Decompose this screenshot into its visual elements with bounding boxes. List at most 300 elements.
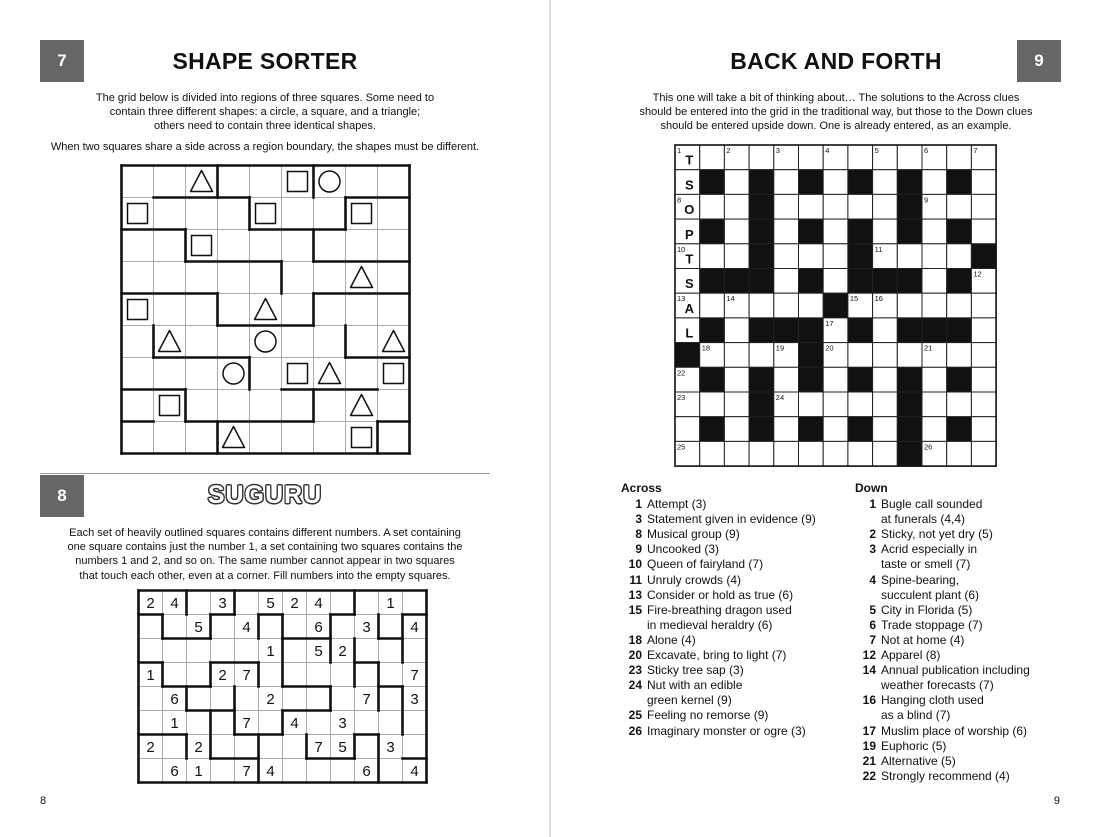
- suguru-cell[interactable]: [331, 759, 355, 783]
- crossword-cell[interactable]: [922, 244, 947, 269]
- black-square: [749, 417, 774, 442]
- suguru-cell[interactable]: [187, 663, 211, 687]
- crossword-cell[interactable]: [724, 417, 749, 442]
- suguru-cell[interactable]: [259, 711, 283, 735]
- suguru-grid[interactable]: [137, 589, 430, 785]
- crossword-cell[interactable]: [971, 318, 996, 343]
- suguru-given-number: 7: [314, 739, 323, 756]
- suguru-cell[interactable]: [163, 663, 187, 687]
- suguru-cell[interactable]: [139, 687, 163, 711]
- suguru-cell[interactable]: [379, 639, 403, 663]
- clue-item: [855, 663, 1095, 693]
- clue-item-text: Attempt (3): [647, 497, 707, 512]
- grid-cell[interactable]: [122, 358, 154, 390]
- suguru-cell[interactable]: [403, 735, 427, 759]
- crossword-cell[interactable]: [724, 392, 749, 417]
- suguru-given-number: 5: [194, 619, 203, 636]
- grid-cell[interactable]: [378, 262, 410, 294]
- suguru-cell[interactable]: [379, 663, 403, 687]
- suguru-cell[interactable]: [235, 735, 259, 759]
- suguru-cell[interactable]: [331, 663, 355, 687]
- crossword-cell[interactable]: [848, 194, 873, 219]
- crossword-cell[interactable]: [971, 219, 996, 244]
- grid-cell[interactable]: [282, 230, 314, 262]
- crossword-cell[interactable]: [823, 417, 848, 442]
- shape-sorter-title: SHAPE SORTER: [172, 48, 358, 74]
- grid-cell[interactable]: [186, 230, 218, 262]
- shape-sorter-rule: When two squares share a side across a region boundary, the shapes must be different.: [50, 140, 480, 153]
- grid-cell[interactable]: [122, 262, 154, 294]
- crossword-cell[interactable]: [873, 170, 898, 195]
- grid-cell[interactable]: [122, 198, 154, 230]
- suguru-given-number: 1: [266, 643, 275, 660]
- clue-item-text: Hanging cloth used as a blind (7): [881, 693, 984, 723]
- crossword-cell[interactable]: [774, 417, 799, 442]
- crossword-cell[interactable]: [947, 293, 972, 318]
- suguru-cell[interactable]: [331, 591, 355, 615]
- grid-cell[interactable]: [154, 358, 186, 390]
- crossword-cell[interactable]: [947, 194, 972, 219]
- crossword-cell[interactable]: [799, 145, 824, 170]
- grid-cell[interactable]: [314, 390, 346, 422]
- clue-number: 25: [677, 442, 686, 452]
- suguru-cell[interactable]: [379, 759, 403, 783]
- grid-cell[interactable]: [282, 422, 314, 454]
- crossword-cell[interactable]: [724, 244, 749, 269]
- grid-cell[interactable]: [378, 198, 410, 230]
- crossword-cell[interactable]: [947, 441, 972, 466]
- suguru-cell[interactable]: [355, 591, 379, 615]
- clue-item: [621, 573, 851, 588]
- suguru-cell[interactable]: [163, 735, 187, 759]
- left-page: [0, 0, 549, 837]
- crossword-cell[interactable]: [848, 392, 873, 417]
- suguru-cell[interactable]: [187, 639, 211, 663]
- black-square: [897, 318, 922, 343]
- black-square: [897, 417, 922, 442]
- grid-cell[interactable]: [250, 422, 282, 454]
- grid-cell[interactable]: [378, 166, 410, 198]
- black-square: [848, 367, 873, 392]
- grid-cell[interactable]: [218, 166, 250, 198]
- suguru-cell[interactable]: [307, 711, 331, 735]
- crossword-cell[interactable]: [848, 145, 873, 170]
- black-square: [823, 293, 848, 318]
- crossword-cell[interactable]: [774, 293, 799, 318]
- crossword-cell[interactable]: [724, 318, 749, 343]
- grid-cell[interactable]: [218, 230, 250, 262]
- grid-cell[interactable]: [378, 390, 410, 422]
- suguru-cell[interactable]: [403, 711, 427, 735]
- suguru-cell[interactable]: [379, 687, 403, 711]
- crossword-cell[interactable]: [774, 194, 799, 219]
- page-number: 8: [40, 795, 47, 807]
- suguru-cell[interactable]: [283, 663, 307, 687]
- grid-cell[interactable]: [154, 294, 186, 326]
- clue-item-number: 23: [628, 663, 642, 678]
- grid-cell[interactable]: [218, 294, 250, 326]
- crossword-cell[interactable]: [724, 219, 749, 244]
- suguru-cell[interactable]: [187, 591, 211, 615]
- black-square: [971, 244, 996, 269]
- clue-item-text: Muslim place of worship (6): [881, 723, 1028, 738]
- clue-item-number: 14: [862, 663, 876, 678]
- black-square: [700, 170, 725, 195]
- suguru-given-number: 1: [194, 763, 203, 780]
- entered-letter: O: [684, 202, 695, 218]
- grid-cell[interactable]: [314, 198, 346, 230]
- grid-cell[interactable]: [282, 262, 314, 294]
- crossword-cell[interactable]: [749, 293, 774, 318]
- suguru-cell[interactable]: [259, 663, 283, 687]
- intro-line: one square contains just the number 1, a set containing two squares contains the: [67, 541, 463, 554]
- suguru-cell[interactable]: [355, 639, 379, 663]
- grid-cell[interactable]: [378, 230, 410, 262]
- crossword-cell[interactable]: [724, 441, 749, 466]
- clue-item-number: 26: [628, 723, 642, 738]
- black-square: [749, 318, 774, 343]
- suguru-cell[interactable]: [283, 639, 307, 663]
- grid-cell[interactable]: [154, 422, 186, 454]
- crossword-cell[interactable]: [774, 367, 799, 392]
- grid-cell[interactable]: [154, 198, 186, 230]
- clue-item-text: Alone (4): [647, 632, 696, 647]
- clue-item: [855, 769, 1095, 784]
- suguru-cell[interactable]: [139, 759, 163, 783]
- suguru-cell[interactable]: [307, 687, 331, 711]
- crossword-cell[interactable]: [823, 244, 848, 269]
- suguru-given-number: 4: [170, 595, 179, 612]
- grid-cell[interactable]: [250, 198, 282, 230]
- crossword-cell[interactable]: [873, 219, 898, 244]
- crossword-cell[interactable]: [947, 145, 972, 170]
- suguru-given-number: 6: [170, 691, 179, 708]
- crossword-cell[interactable]: [897, 145, 922, 170]
- grid-cell[interactable]: [314, 294, 346, 326]
- suguru-given-number: 4: [410, 763, 419, 780]
- crossword-cell[interactable]: [848, 343, 873, 368]
- clue-item: [855, 618, 1095, 633]
- clue-item: [855, 724, 1095, 739]
- grid-cell[interactable]: [314, 326, 346, 358]
- clue-item-text: Musical group (9): [647, 527, 740, 542]
- crossword-cell[interactable]: [922, 367, 947, 392]
- clue-item: [621, 633, 851, 648]
- suguru-cell[interactable]: [379, 615, 403, 639]
- black-square: [947, 318, 972, 343]
- grid-cell[interactable]: [154, 166, 186, 198]
- grid-cell[interactable]: [282, 294, 314, 326]
- crossword-cell[interactable]: [971, 417, 996, 442]
- suguru-cell[interactable]: [211, 639, 235, 663]
- crossword-cell[interactable]: [848, 441, 873, 466]
- suguru-cell[interactable]: [259, 615, 283, 639]
- clue-item-number: 25: [628, 708, 642, 723]
- grid-cell[interactable]: [250, 390, 282, 422]
- crossword-cell[interactable]: [873, 194, 898, 219]
- intro-line: Each set of heavily outlined squares contains different numbers. A set containing: [69, 527, 461, 539]
- suguru-cell[interactable]: [139, 639, 163, 663]
- grid-cell[interactable]: [154, 390, 186, 422]
- suguru-cell[interactable]: [211, 687, 235, 711]
- grid-cell[interactable]: [218, 198, 250, 230]
- suguru-cell[interactable]: [283, 735, 307, 759]
- suguru-cell[interactable]: [235, 639, 259, 663]
- crossword-cell[interactable]: [873, 417, 898, 442]
- crossword-cell[interactable]: [799, 441, 824, 466]
- intro-line: should be entered upside down. One is already entered, as an example.: [660, 120, 1012, 133]
- crossword-cell[interactable]: [700, 194, 725, 219]
- grid-cell[interactable]: [122, 166, 154, 198]
- suguru-cell[interactable]: [283, 759, 307, 783]
- grid-cell[interactable]: [314, 262, 346, 294]
- grid-cell[interactable]: [378, 294, 410, 326]
- suguru-cell[interactable]: [331, 615, 355, 639]
- clue-number: 10: [677, 244, 686, 254]
- suguru-cell[interactable]: [163, 639, 187, 663]
- suguru-cell[interactable]: [403, 639, 427, 663]
- black-square: [848, 318, 873, 343]
- page-number: 9: [1053, 795, 1060, 807]
- grid-cell[interactable]: [122, 326, 154, 358]
- suguru-cell[interactable]: [403, 591, 427, 615]
- grid-cell[interactable]: [218, 262, 250, 294]
- grid-cell[interactable]: [218, 326, 250, 358]
- clue-item: [621, 603, 851, 633]
- grid-cell[interactable]: [378, 422, 410, 454]
- crossword-cell[interactable]: [700, 441, 725, 466]
- suguru-cell[interactable]: [139, 711, 163, 735]
- crossword-cell[interactable]: [675, 417, 700, 442]
- suguru-cell[interactable]: [187, 711, 211, 735]
- grid-cell[interactable]: [122, 422, 154, 454]
- crossword-cell[interactable]: [873, 343, 898, 368]
- grid-cell[interactable]: [186, 390, 218, 422]
- suguru-cell[interactable]: [307, 663, 331, 687]
- clue-item-text: Not at home (4): [881, 632, 965, 647]
- grid-cell[interactable]: [282, 166, 314, 198]
- clue-item-text: Excavate, bring to light (7): [647, 648, 787, 663]
- clue-number: 16: [874, 294, 883, 304]
- grid-cell[interactable]: [314, 230, 346, 262]
- clue-number: 20: [825, 343, 834, 353]
- crossword-cell[interactable]: [700, 392, 725, 417]
- crossword-cell[interactable]: [823, 219, 848, 244]
- crossword-cell[interactable]: [922, 269, 947, 294]
- black-square: [799, 170, 824, 195]
- clue-item-number: 20: [628, 648, 642, 663]
- crossword-grid[interactable]: [674, 144, 997, 467]
- suguru-cell[interactable]: [355, 663, 379, 687]
- grid-cell[interactable]: [282, 326, 314, 358]
- grid-cell[interactable]: [314, 422, 346, 454]
- grid-cell[interactable]: [250, 166, 282, 198]
- grid-cell[interactable]: [122, 230, 154, 262]
- crossword-cell[interactable]: [823, 441, 848, 466]
- clue-item-number: 12: [862, 648, 876, 663]
- grid-cell[interactable]: [282, 390, 314, 422]
- crossword-cell[interactable]: [724, 367, 749, 392]
- crossword-cell[interactable]: [774, 269, 799, 294]
- suguru-cell[interactable]: [139, 615, 163, 639]
- intro-line: numbers 1 and 2, and so on. The same number cannot appear in two squares: [75, 555, 455, 568]
- clue-item-number: 9: [635, 542, 642, 557]
- grid-cell[interactable]: [154, 262, 186, 294]
- black-square: [897, 194, 922, 219]
- crossword-cell[interactable]: [799, 392, 824, 417]
- clue-number: 23: [677, 393, 686, 402]
- grid-cell[interactable]: [346, 358, 378, 390]
- suguru-given-number: 6: [362, 763, 371, 780]
- crossword-cell[interactable]: [922, 219, 947, 244]
- crossword-cell[interactable]: [922, 293, 947, 318]
- grid-cell[interactable]: [346, 326, 378, 358]
- clue-item-text: Unruly crowds (4): [647, 572, 742, 587]
- crossword-cell[interactable]: [922, 170, 947, 195]
- suguru-cell[interactable]: [307, 759, 331, 783]
- grid-cell[interactable]: [250, 230, 282, 262]
- suguru-cell[interactable]: [379, 711, 403, 735]
- crossword-cell[interactable]: [700, 145, 725, 170]
- crossword-cell[interactable]: [823, 367, 848, 392]
- intro-line: This one will take a bit of thinking about… The solutions to the Across clues: [652, 92, 1020, 104]
- crossword-cell[interactable]: [774, 170, 799, 195]
- suguru-cell[interactable]: [211, 711, 235, 735]
- clue-item-number: 6: [869, 617, 876, 632]
- crossword-cell[interactable]: [799, 293, 824, 318]
- crossword-cell[interactable]: [799, 194, 824, 219]
- black-square: [848, 219, 873, 244]
- suguru-cell[interactable]: [211, 759, 235, 783]
- suguru-cell[interactable]: [283, 615, 307, 639]
- crossword-cell[interactable]: [799, 244, 824, 269]
- grid-cell[interactable]: [282, 358, 314, 390]
- grid-cell[interactable]: [346, 294, 378, 326]
- crossword-cell[interactable]: [749, 441, 774, 466]
- clue-item-number: 3: [869, 542, 876, 557]
- suguru-cell[interactable]: [211, 735, 235, 759]
- suguru-given-number: 5: [266, 595, 275, 612]
- suguru-cell[interactable]: [331, 687, 355, 711]
- crossword-cell[interactable]: [724, 343, 749, 368]
- clue-number: 11: [874, 244, 883, 254]
- grid-cell[interactable]: [346, 166, 378, 198]
- crossword-cell[interactable]: [700, 244, 725, 269]
- grid-cell[interactable]: [346, 422, 378, 454]
- clue-item-number: 16: [862, 693, 876, 708]
- shape-sorter-grid[interactable]: [120, 164, 411, 455]
- grid-cell[interactable]: [186, 198, 218, 230]
- crossword-cell[interactable]: [873, 367, 898, 392]
- crossword-cell[interactable]: [873, 318, 898, 343]
- grid-cell[interactable]: [186, 262, 218, 294]
- suguru-given-number: 7: [410, 667, 419, 684]
- black-square: [700, 367, 725, 392]
- crossword-cell[interactable]: [947, 392, 972, 417]
- grid-cell[interactable]: [282, 198, 314, 230]
- clue-item-text: Acrid especially in taste or smell (7): [881, 542, 978, 572]
- grid-cell[interactable]: [250, 358, 282, 390]
- suguru-cell[interactable]: [283, 687, 307, 711]
- suguru-cell[interactable]: [211, 615, 235, 639]
- crossword-cell[interactable]: [971, 194, 996, 219]
- grid-cell[interactable]: [186, 422, 218, 454]
- crossword-cell[interactable]: [971, 392, 996, 417]
- crossword-cell[interactable]: [774, 441, 799, 466]
- crossword-cell[interactable]: [724, 170, 749, 195]
- grid-cell[interactable]: [154, 230, 186, 262]
- crossword-cell[interactable]: [823, 392, 848, 417]
- crossword-cell[interactable]: [971, 367, 996, 392]
- clue-number: 19: [775, 343, 785, 353]
- suguru-cell[interactable]: [355, 711, 379, 735]
- intro-line: others need to contain three identical shapes.: [154, 120, 376, 133]
- clue-item-number: 2: [869, 527, 876, 542]
- suguru-cell[interactable]: [163, 615, 187, 639]
- suguru-given-number: 3: [338, 715, 347, 732]
- crossword-cell[interactable]: [749, 145, 774, 170]
- suguru-cell[interactable]: [355, 735, 379, 759]
- crossword-cell[interactable]: [947, 244, 972, 269]
- black-square: [947, 367, 972, 392]
- suguru-cell[interactable]: [259, 735, 283, 759]
- clue-number: 26: [924, 442, 933, 452]
- crossword-cell[interactable]: [971, 441, 996, 466]
- grid-cell[interactable]: [186, 294, 218, 326]
- clue-item: [621, 724, 851, 739]
- grid-cell[interactable]: [346, 230, 378, 262]
- clue-item-number: 11: [629, 572, 642, 587]
- grid-cell[interactable]: [378, 358, 410, 390]
- clue-number: 1: [677, 146, 682, 155]
- grid-cell[interactable]: [218, 390, 250, 422]
- crossword-cell[interactable]: [774, 244, 799, 269]
- crossword-cell[interactable]: [749, 343, 774, 368]
- clue-item: [621, 708, 851, 723]
- grid-cell[interactable]: [250, 262, 282, 294]
- crossword-cell[interactable]: [774, 219, 799, 244]
- clue-item-number: 22: [862, 768, 876, 783]
- suguru-cell[interactable]: [235, 687, 259, 711]
- grid-cell[interactable]: [122, 390, 154, 422]
- suguru-cell[interactable]: [187, 687, 211, 711]
- suguru-cell[interactable]: [235, 591, 259, 615]
- crossword-cell[interactable]: [947, 343, 972, 368]
- crossword-cell[interactable]: [873, 392, 898, 417]
- crossword-cell[interactable]: [897, 343, 922, 368]
- grid-cell[interactable]: [122, 294, 154, 326]
- crossword-cell[interactable]: [823, 269, 848, 294]
- crossword-cell[interactable]: [873, 441, 898, 466]
- clue-item-text: Queen of fairyland (7): [647, 557, 764, 572]
- clue-item-text: Alternative (5): [881, 753, 956, 768]
- crossword-cell[interactable]: [922, 392, 947, 417]
- entered-letter: S: [685, 276, 694, 292]
- crossword-cell[interactable]: [971, 170, 996, 195]
- crossword-cell[interactable]: [823, 170, 848, 195]
- crossword-cell[interactable]: [897, 244, 922, 269]
- crossword-cell[interactable]: [700, 293, 725, 318]
- crossword-cell[interactable]: [724, 194, 749, 219]
- grid-cell[interactable]: [186, 358, 218, 390]
- grid-cell[interactable]: [346, 198, 378, 230]
- crossword-cell[interactable]: [971, 343, 996, 368]
- crossword-cell[interactable]: [922, 417, 947, 442]
- crossword-cell[interactable]: [971, 293, 996, 318]
- crossword-cell[interactable]: [897, 293, 922, 318]
- crossword-cell[interactable]: [823, 194, 848, 219]
- grid-cell[interactable]: [186, 326, 218, 358]
